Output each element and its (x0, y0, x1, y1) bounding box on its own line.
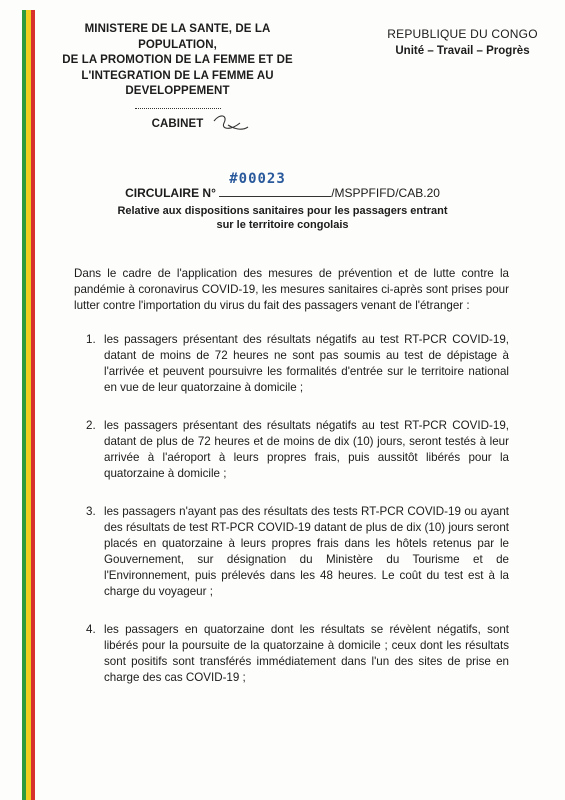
cabinet-label: CABINET (151, 117, 204, 130)
ministry-line-4: DEVELOPPEMENT (125, 85, 230, 97)
republic-name: REPUBLIQUE DU CONGO (387, 27, 538, 41)
republic-header (380, 26, 545, 60)
intro-paragraph: Dans le cadre de l'application des mesures de prévention et de lutte contre la pandémie à coronavirus COVID-19, les mesures sanitaires ci-après sont prises pour lutter contre l'importation du virus du fait des passagers venant de l'étranger : (74, 267, 509, 312)
circular-number-stamp: #00023 (229, 171, 286, 187)
circular-prefix: CIRCULAIRE N° (125, 186, 216, 200)
list-item (74, 332, 509, 396)
circular-number-blank (219, 171, 331, 197)
ministry-line-2: DE LA PROMOTION DE LA FEMME ET DE (62, 54, 293, 66)
circular-subtitle-line-1: Relative aux dispositions sanitaires pour les passagers entrant (117, 205, 448, 217)
flag-red-band (31, 10, 35, 800)
list-item (74, 622, 509, 686)
item-number: 3. (86, 505, 96, 518)
item-text: les passagers en quatorzaine dont les résultats se révèlent négatifs, sont libérés pour la poursuite de la quatorzaine à domicile ; ceux dont les résultats sont positifs sont transférés immédiatement dans l'un des sites de prise en charge des cas COVID-19 ; (104, 623, 509, 684)
ministry-line-3: L'INTEGRATION DE LA FEMME AU (81, 69, 274, 82)
item-text: les passagers présentant des résultats négatifs au test RT-PCR COVID-19, datant de plus de 72 heures et de moins de dix (10) jours, seront testés à leur arrivée à l'aéroport à leurs propres frais, puis aussitôt libérés pour la quatorzaine à domicile ; (104, 419, 509, 480)
item-number: 4. (86, 623, 96, 636)
item-text: les passagers présentant des résultats négatifs au test RT-PCR COVID-19, datant de moins de 72 heures ne sont pas soumis au test de dépistage à l'arrivée et peuvent poursuivre les formalités d'entrée sur le territoire national en vue de leur quatorzaine à domicile ; (104, 333, 509, 394)
item-text: les passagers n'ayant pas des résultats des tests RT-PCR COVID-19 ou ayant des résultats de test RT-PCR COVID-19 datant de plus de dix (10) jours seront placés en quatorzaine à leurs propres frais dans les hôtels retenus par le Gouvernement, sur désignation du Ministère du Tourisme et de l'Environnement, puis prélevés dans les 48 heures. Le coût du test est à la charge du voyageur ; (104, 505, 509, 598)
item-number: 2. (86, 419, 96, 432)
ministry-header (50, 22, 305, 132)
congo-flag-stripe (22, 10, 35, 800)
circular-heading (0, 171, 565, 232)
item-number: 1. (86, 333, 96, 346)
circular-reference-suffix: /MSPPFIFD/CAB.20 (331, 186, 440, 200)
signature-mark (210, 109, 250, 135)
dotted-separator (135, 102, 221, 109)
list-item (74, 504, 509, 600)
list-item (74, 418, 509, 482)
ministry-line-1: MINISTERE DE LA SANTE, DE LA POPULATION, (84, 23, 271, 51)
circular-subtitle-line-2: sur le territoire congolais (216, 219, 349, 231)
measures-list (74, 332, 509, 686)
document-body (74, 266, 509, 708)
national-motto: Unité – Travail – Progrès (395, 45, 530, 57)
